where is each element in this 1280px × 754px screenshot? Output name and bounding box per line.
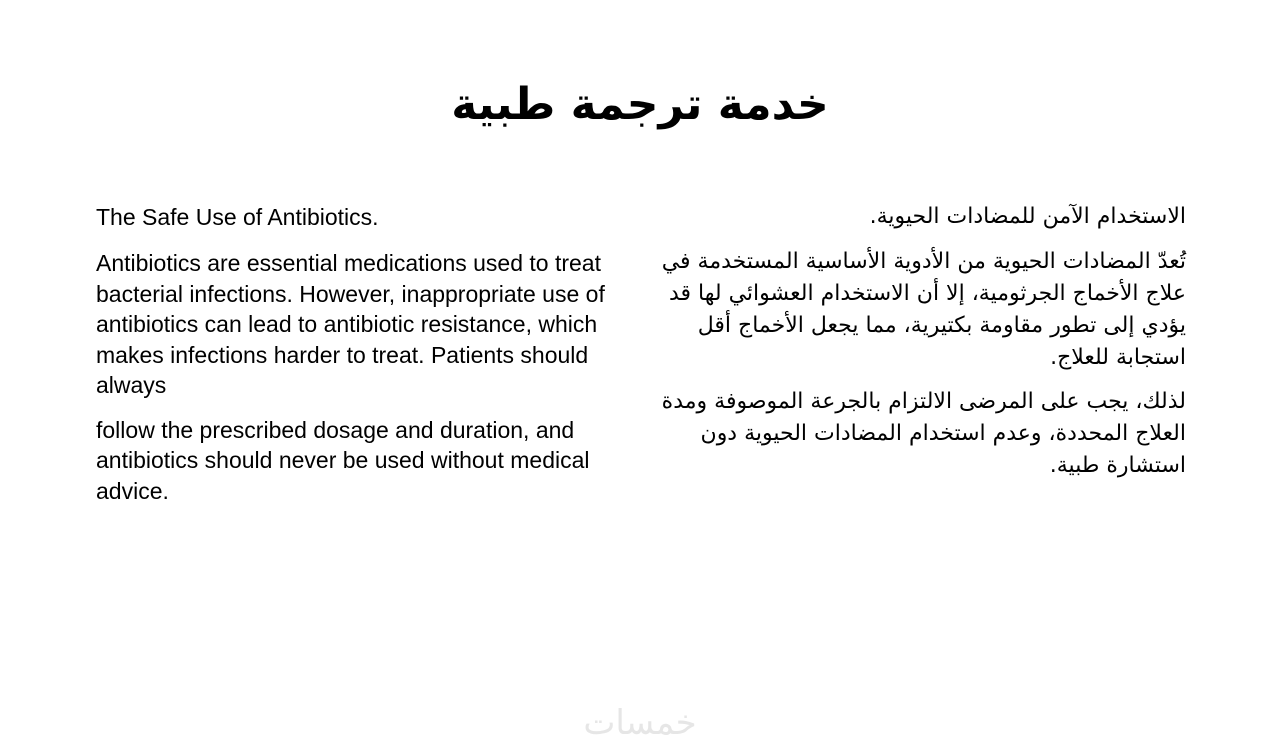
english-heading: The Safe Use of Antibiotics.	[96, 204, 379, 230]
english-paragraph-1: Antibiotics are essential medications used to treat bacterial infections. However, inappropriate use of antibiotics can lead to antibiotic resistance, which makes infections harder to treat. Patients should always	[96, 250, 605, 398]
arabic-paragraph-1: تُعدّ المضادات الحيوية من الأدوية الأساسية المستخدمة في علاج الأخماج الجرثومية، إلا أن الاستخدام العشوائي لها قد يؤدي إلى تطور مقاومة بكتيرية، مما يجعل الأخماج أقل استجابة للعلاج.	[661, 249, 1186, 370]
english-column	[96, 200, 616, 506]
watermark-logo: خمسات	[583, 703, 697, 743]
arabic-column	[630, 200, 1186, 482]
arabic-heading: الاستخدام الآمن للمضادات الحيوية.	[869, 204, 1186, 229]
english-paragraph-2: follow the prescribed dosage and duration, and antibiotics should never be used without medical advice.	[96, 416, 590, 504]
arabic-paragraph-2: لذلك، يجب على المرضى الالتزام بالجرعة الموصوفة ومدة العلاج المحددة، وعدم استخدام المضادات الحيوية دون استشارة طبية.	[661, 389, 1186, 478]
slide-title: خدمة ترجمة طبية	[451, 79, 829, 130]
